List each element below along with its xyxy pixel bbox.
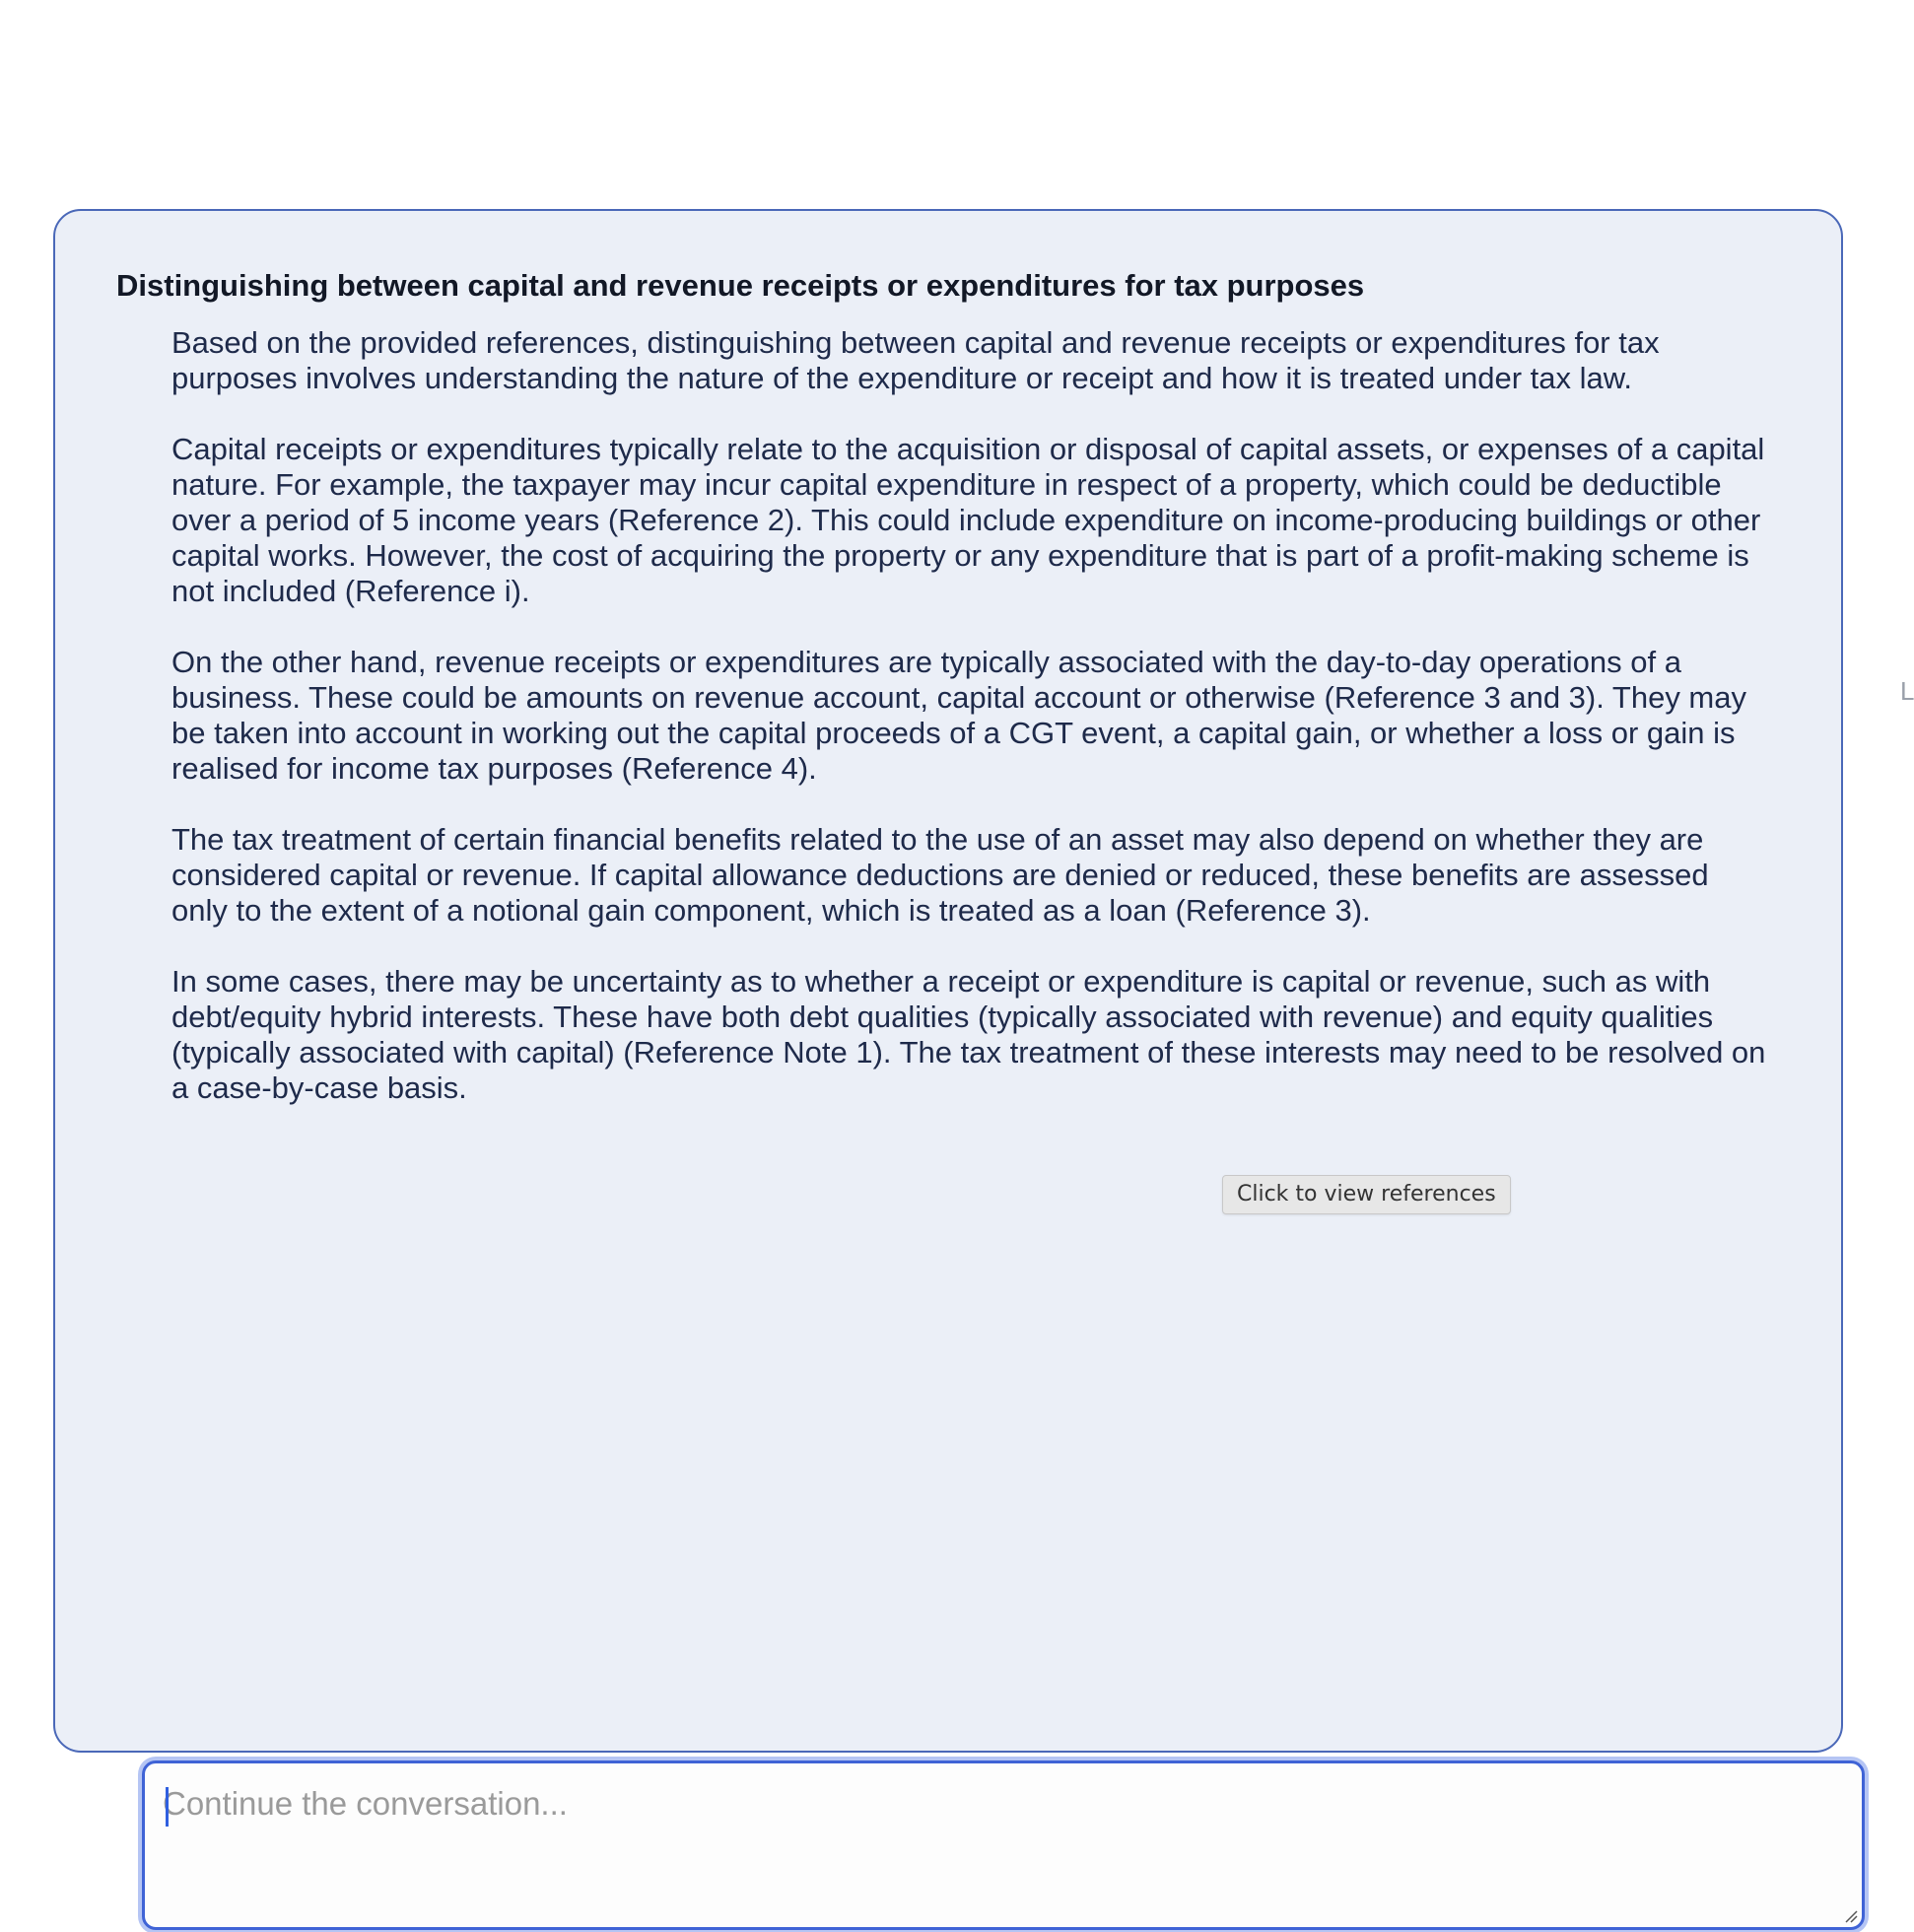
response-panel [53,209,1843,1753]
response-paragraph-2: Capital receipts or expenditures typically relate to the acquisition or disposal of capital assets, or expenses of a capital nature. For example, the taxpayer may incur capital expenditure in respect of a property, which could be deductible over a period of 5 income years (Reference 2). This could include expenditure on income-producing buildings or other capital works. However, the cost of acquiring the property or any expenditure that is part of a profit-making scheme is not included (Reference i). [171,432,1765,608]
response-paragraph-3: On the other hand, revenue receipts or expenditures are typically associated with the day-to-day operations of a business. These could be amounts on revenue account, capital account or otherwise (Reference 3 and 3). They may be taken into account in working out the capital proceeds of a CGT event, a capital gain, or whether a loss or gain is realised for income tax purposes (Reference 4). [171,645,1746,786]
response-paragraph-4: The tax treatment of certain financial benefits related to the use of an asset may also depend on whether they are considered capital or revenue. If capital allowance deductions are denied or reduced, these benefits are assessed only to the extent of a notional gain component, which is treated as a loan (Reference 3). [171,822,1709,928]
references-tooltip: Click to view references [1222,1175,1511,1214]
text-caret [166,1787,169,1827]
response-paragraph-5: In some cases, there may be uncertainty as to whether a receipt or expenditure is capital or revenue, such as with debt/equity hybrid interests. These have both debt qualities (typically associated with revenue) and equity qualities (typically associated with capital) (Reference Note 1). The tax treatment of these interests may need to be resolved on a case-by-case basis. [171,964,1766,1105]
response-body[interactable] [171,325,1768,1141]
conversation-input[interactable] [145,1763,1862,1927]
composer[interactable] [142,1760,1865,1930]
offscreen-label-fragment: L [1900,676,1914,706]
response-title: Distinguishing between capital and revenue receipts or expenditures for tax purposes [116,268,1365,303]
response-paragraph-1: Based on the provided references, distinguishing between capital and revenue receipts or expenditures for tax purposes involves understanding the nature of the expenditure or receipt and how it is treated under tax law. [171,325,1660,395]
resize-grip-icon[interactable] [1844,1909,1858,1923]
